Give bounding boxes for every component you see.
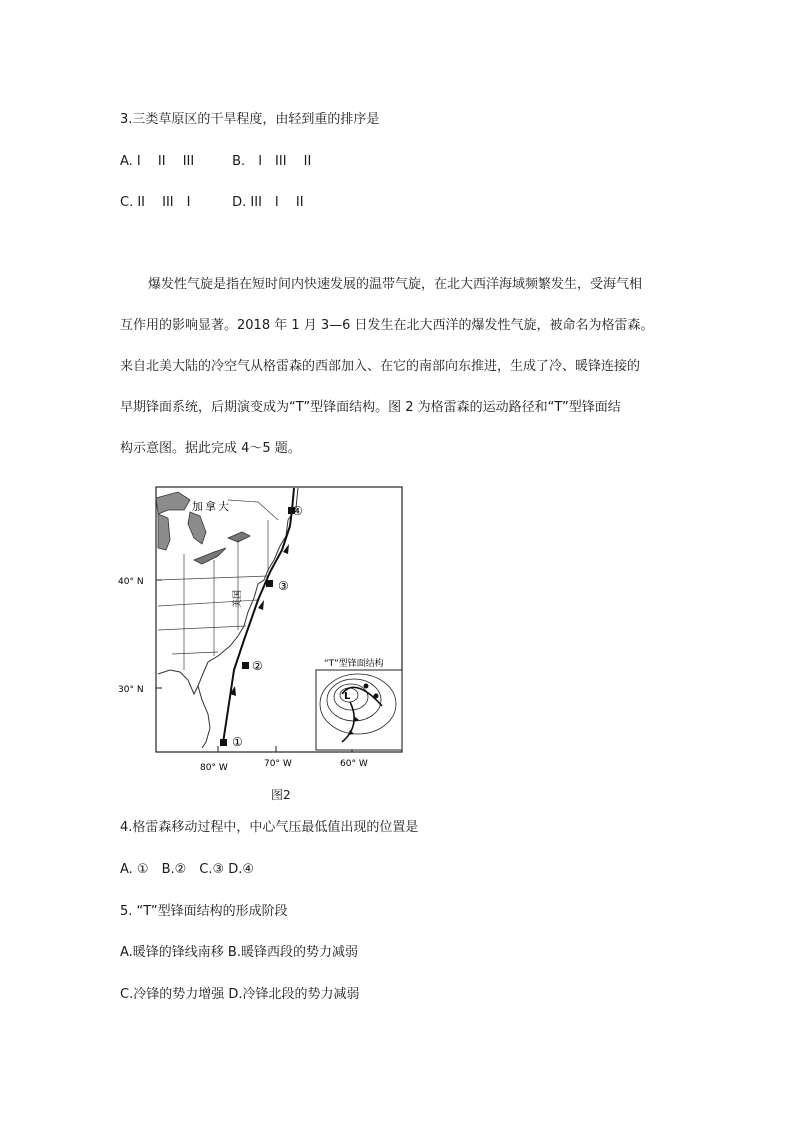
map-svg <box>118 480 418 790</box>
inset-frame <box>316 670 402 750</box>
lake-superior <box>156 492 190 514</box>
canada-label: 加拿大 <box>192 500 231 513</box>
lake-ontario <box>228 532 250 542</box>
q5-options-cd: C.冷锋的势力增强 D.冷锋北段的势力减弱 <box>120 987 360 1002</box>
longitude-80-label: 80° W <box>200 763 228 773</box>
lake-michigan <box>158 514 170 550</box>
q3-options-row1 <box>120 150 311 169</box>
state-border <box>172 652 218 654</box>
q3-option-b: B. I III II <box>232 154 312 169</box>
passage-line-5: 构示意图。据此完成 4～5 题。 <box>120 441 301 456</box>
figure-2-map <box>118 480 418 790</box>
passage-line-2: 互作用的影响显著。2018 年 1 月 3—6 日发生在北大西洋的爆发性气旋，被命名为格雷森。 <box>120 318 654 333</box>
canada-border <box>228 500 278 520</box>
q4-stem: 4.格雷森移动过程中，中心气压最低值出现的位置是 <box>120 820 419 835</box>
lake-huron <box>188 512 206 544</box>
passage-line-3: 来自北美大陆的冷空气从格雷森的西部加入、在它的南部向东推进，生成了冷、暖锋连接的 <box>120 359 641 374</box>
q4-options: A. ① B.② C.③ D.④ <box>120 862 255 877</box>
q3-option-d: D. III I II <box>232 195 304 210</box>
q3-stem: 3.三类草原区的干旱程度，由轻到重的排序是 <box>120 112 380 127</box>
passage-line-1: 爆发性气旋是指在短时间内快速发展的温带气旋，在北大西洋海域频繁发生，受海气相 <box>148 277 643 292</box>
state-border <box>158 600 258 606</box>
usa-label: 美国 <box>233 589 243 608</box>
state-border <box>158 576 268 580</box>
storm-track <box>223 488 294 743</box>
florida-coast <box>198 686 210 748</box>
q3-option-c: C. II III I <box>120 195 191 210</box>
track-point-2-marker <box>242 662 249 669</box>
track-point-3-label: ③ <box>278 579 289 593</box>
q3-option-a: A. I II III <box>120 154 195 169</box>
state-border <box>158 626 246 630</box>
track-point-2-label: ② <box>252 659 263 673</box>
q5-stem: 5. “T”型锋面结构的形成阶段 <box>120 904 288 919</box>
track-point-1-marker <box>220 739 227 746</box>
figure-caption: 图2 <box>271 788 291 802</box>
track-arrow <box>258 600 264 610</box>
front-symbol <box>374 694 379 699</box>
lake-erie <box>194 548 226 564</box>
passage-line-4: 早期锋面系统，后期演变成为“T”型锋面结构。图 2 为格雷森的运动路径和“T”型锋面结 <box>120 400 621 415</box>
q5-options-ab: A.暖锋的锋线南移 B.暖锋西段的势力减弱 <box>120 945 358 960</box>
longitude-70-label: 70° W <box>264 759 292 769</box>
inset-title: “T”型锋面结构 <box>324 659 384 669</box>
q3-options-row2 <box>120 191 304 210</box>
track-point-4-label: ④ <box>292 504 303 518</box>
front-symbol <box>364 684 369 689</box>
latitude-40-label: 40° N <box>118 577 144 587</box>
low-pressure-label: L <box>344 691 351 702</box>
passage <box>120 264 676 469</box>
latitude-30-label: 30° N <box>118 685 144 695</box>
track-point-1-label: ① <box>232 735 243 749</box>
track-point-3-marker <box>266 580 273 587</box>
longitude-60-label: 60° W <box>340 759 368 769</box>
